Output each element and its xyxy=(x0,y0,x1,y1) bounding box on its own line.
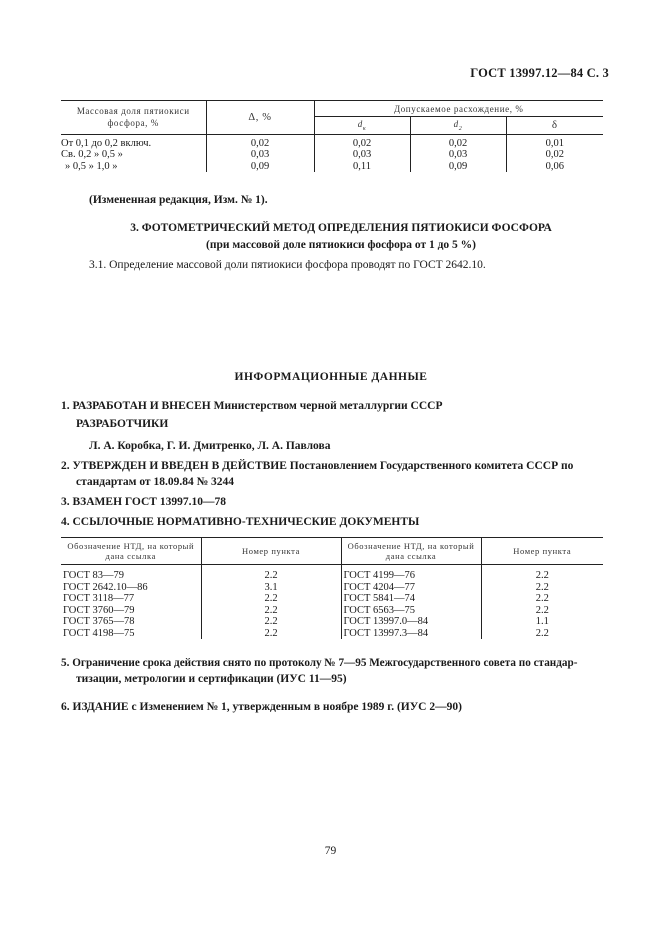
col-doc-header: Обозначение НТД, на который дана ссылка xyxy=(341,538,481,565)
cell-doc: ГОСТ 2642.10—86 xyxy=(61,582,201,594)
references-table xyxy=(61,537,603,639)
info-title: ИНФОРМАЦИОННЫЕ ДАННЫЕ xyxy=(234,371,428,383)
cell-small-delta: 0,02 xyxy=(545,149,564,161)
col-d2-header: $d_2$ xyxy=(410,117,506,135)
table-row xyxy=(61,628,603,640)
col-allowed-header: Допускаемое расхождение, % xyxy=(314,101,603,117)
col-fraction-header: Массовая доля пятиокиси фосфора, % xyxy=(61,101,206,135)
discrepancy-table xyxy=(61,100,603,172)
info-item-2-line2: стандартам от 18.09.84 № 3244 xyxy=(76,476,235,488)
table-row xyxy=(61,161,603,173)
cell-clause: 2.2 xyxy=(535,570,549,581)
col-dk-header: $d_к$ xyxy=(314,117,410,135)
cell-clause: 3.1 xyxy=(201,582,341,594)
cell-clause: 2.2 xyxy=(535,604,549,616)
cell-dk: 0,11 xyxy=(314,161,410,173)
cell-doc: ГОСТ 3765—78 xyxy=(61,616,201,628)
cell-small-delta: 0,01 xyxy=(545,137,564,149)
col-clause-header: Номер пункта xyxy=(201,538,341,565)
col-small-delta-header: δ xyxy=(506,117,603,135)
info-item-6: 6. ИЗДАНИЕ с Изменением № 1, утвержденным в ноябре 1989 г. (ИУС 2—90) xyxy=(61,701,462,713)
col-clause-header: Номер пункта xyxy=(481,538,603,565)
cell-clause: 2.2 xyxy=(201,565,341,582)
cell-doc: ГОСТ 4198—75 xyxy=(61,628,201,640)
cell-doc: ГОСТ 83—79 xyxy=(61,565,201,582)
cell-d2: 0,02 xyxy=(410,134,506,149)
info-developers-label: РАЗРАБОТЧИКИ xyxy=(76,418,169,430)
info-item-3: 3. ВЗАМЕН ГОСТ 13997.10—78 xyxy=(61,496,226,508)
cell-clause: 2.2 xyxy=(535,593,549,604)
cell-clause: 2.2 xyxy=(201,605,341,617)
table-row xyxy=(61,149,603,161)
section3-title: 3. ФОТОМЕТРИЧЕСКИЙ МЕТОД ОПРЕДЕЛЕНИЯ ПЯТИОКИСИ ФОСФОРА xyxy=(130,222,552,234)
cell-d2: 0,03 xyxy=(410,149,506,161)
cell-doc: ГОСТ 4204—77 xyxy=(341,582,481,594)
cell-doc: ГОСТ 3118—77 xyxy=(61,593,201,605)
row-label: От 0,1 до 0,2 включ. xyxy=(61,134,206,149)
section3-subtitle: (при массовой доле пятиокиси фосфора от 1 до 5 %) xyxy=(205,239,477,251)
page-number: 79 xyxy=(324,845,337,857)
info-item-1: 1. РАЗРАБОТАН И ВНЕСЕН Министерством черной металлургии СССР xyxy=(61,400,443,412)
cell-doc: ГОСТ 6563—75 xyxy=(341,605,481,617)
cell-delta: 0,02 xyxy=(206,134,314,149)
cell-clause: 2.2 xyxy=(201,628,341,640)
cell-small-delta: 0,06 xyxy=(545,160,564,172)
info-authors: Л. А. Коробка, Г. И. Дмитренко, Л. А. Павлова xyxy=(89,440,331,452)
cell-delta: 0,03 xyxy=(206,149,314,161)
table-row xyxy=(61,582,603,594)
info-item-4: 4. ССЫЛОЧНЫЕ НОРМАТИВНО-ТЕХНИЧЕСКИЕ ДОКУМЕНТЫ xyxy=(61,516,420,528)
cell-doc: ГОСТ 4199—76 xyxy=(341,565,481,582)
cell-clause: 2.2 xyxy=(535,581,549,593)
cell-doc: ГОСТ 5841—74 xyxy=(341,593,481,605)
row-label: Св. 0,2 » 0,5 » xyxy=(61,149,206,161)
cell-delta: 0,09 xyxy=(206,161,314,173)
col-doc-header: Обозначение НТД, на который дана ссылка xyxy=(61,538,201,565)
cell-dk: 0,03 xyxy=(314,149,410,161)
page-header: ГОСТ 13997.12—84 С. 3 xyxy=(470,66,609,80)
table-row xyxy=(61,565,603,582)
cell-clause: 1.1 xyxy=(535,616,549,627)
cell-clause: 2.2 xyxy=(201,593,341,605)
cell-dk: 0,02 xyxy=(314,134,410,149)
cell-clause: 2.2 xyxy=(535,627,549,639)
cell-clause: 2.2 xyxy=(201,616,341,628)
paragraph-3-1: 3.1. Определение массовой доли пятиокиси фосфора проводят по ГОСТ 2642.10. xyxy=(89,259,486,271)
cell-doc: ГОСТ 13997.0—84 xyxy=(341,616,481,628)
cell-doc: ГОСТ 3760—79 xyxy=(61,605,201,617)
cell-doc: ГОСТ 13997.3—84 xyxy=(341,628,481,640)
table-row xyxy=(61,616,603,628)
cell-d2: 0,09 xyxy=(410,161,506,173)
row-label: » 0,5 » 1,0 » xyxy=(61,161,206,173)
edition-note: (Измененная редакция, Изм. № 1). xyxy=(89,194,268,206)
table-row xyxy=(61,593,603,605)
table-row xyxy=(61,134,603,149)
info-item-5-line2: тизации, метрологии и сертификации (ИУС 11—95) xyxy=(76,673,347,685)
info-item-5: 5. Ограничение срока действия снято по протоколу № 7—95 Межгосударственного совета по стандар- xyxy=(61,657,578,669)
info-item-2: 2. УТВЕРЖДЕН И ВВЕДЕН В ДЕЙСТВИЕ Постановлением Государственного комитета СССР по xyxy=(61,460,574,472)
table-row xyxy=(61,605,603,617)
col-delta-header: Δ, % xyxy=(206,101,314,135)
